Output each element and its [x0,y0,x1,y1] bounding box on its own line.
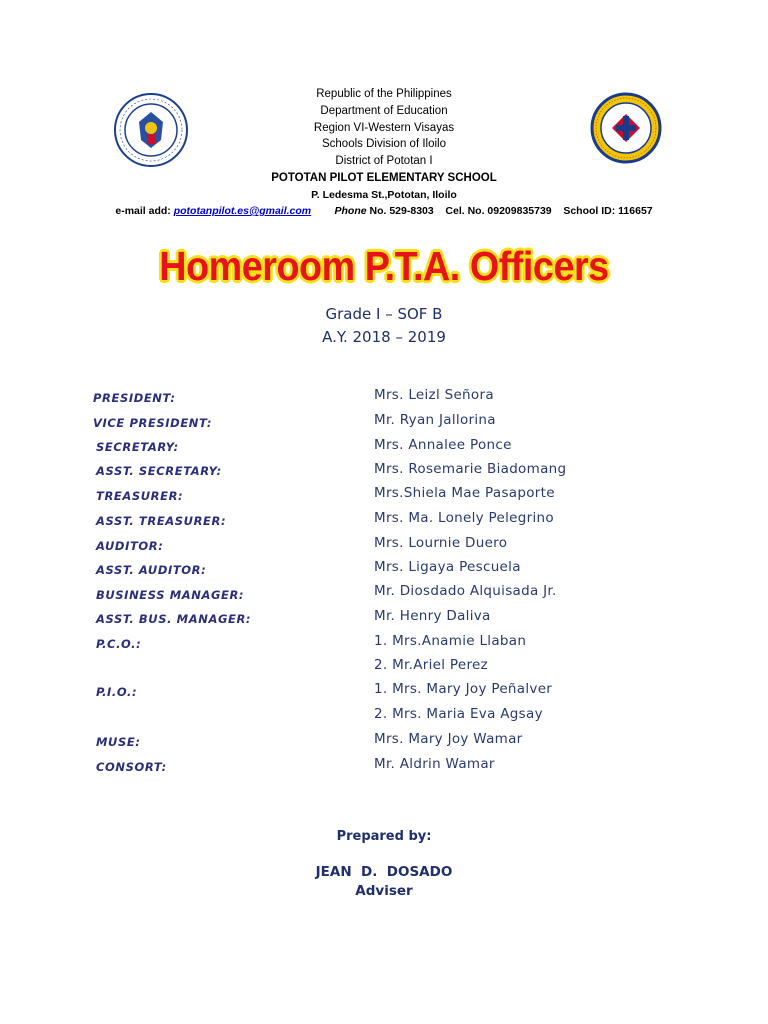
name-pco-1: 1. Mrs.Anamie Llaban [374,633,527,649]
role-asst-auditor: ASST. AUDITOR: [96,563,207,577]
header-line-republic: Republic of the Philippines [316,88,452,100]
school-address: P. Ledesma St.,Pototan, Iloilo [311,189,457,201]
header-line-district: District of Pototan I [335,155,433,167]
role-president: PRESIDENT: [93,391,176,405]
cel-number: Cel. No. 09209835739 [445,205,552,217]
role-pco: P.C.O.: [96,637,142,651]
role-consort: CONSORT: [96,760,167,774]
school-id: School ID: 116657 [563,205,653,217]
header-line-department: Department of Education [320,105,448,117]
academic-year: A.Y. 2018 – 2019 [322,328,446,346]
role-auditor: AUDITOR: [96,539,164,553]
name-consort: Mr. Aldrin Wamar [374,756,495,772]
role-vice-president: VICE PRESIDENT: [93,416,213,430]
name-treasurer: Mrs.Shiela Mae Pasaporte [374,485,555,501]
role-treasurer: TREASURER: [96,489,184,503]
header-line-division: Schools Division of Iloilo [321,138,446,150]
name-pio-2: 2. Mrs. Maria Eva Agsay [374,706,543,722]
preparer-title: Adviser [355,883,413,899]
role-asst-treasurer: ASST. TREASURER: [96,514,227,528]
role-asst-bus-manager: ASST. BUS. MANAGER: [96,612,252,626]
name-secretary: Mrs. Annalee Ponce [374,437,512,453]
grade-section: Grade I – SOF B [325,305,443,323]
name-muse: Mrs. Mary Joy Wamar [374,731,523,747]
name-asst-treasurer: Mrs. Ma. Lonely Pelegrino [374,510,554,526]
email-label: e-mail add: [115,205,171,217]
school-name: POTOTAN PILOT ELEMENTARY SCHOOL [271,172,497,184]
role-pio: P.I.O.: [96,685,138,699]
name-asst-secretary: Mrs. Rosemarie Biadomang [374,461,567,477]
name-vice-president: Mr. Ryan Jallorina [374,412,496,428]
name-president: Mrs. Leizl Señora [374,387,494,403]
name-asst-auditor: Mrs. Ligaya Pescuela [374,559,521,575]
role-muse: MUSE: [96,735,141,749]
name-business-manager: Mr. Diosdado Alquisada Jr. [374,583,557,599]
page-title: Homeroom P.T.A. Officers [159,243,609,289]
phone-label: Phone [334,205,367,217]
role-secretary: SECRETARY: [96,440,179,454]
email-link[interactable]: pototanpilot.es@gmail.com [173,205,312,217]
role-business-manager: BUSINESS MANAGER: [96,588,245,602]
preparer-name: JEAN D. DOSADO [315,864,453,880]
name-auditor: Mrs. Lournie Duero [374,535,508,551]
prepared-by-label: Prepared by: [336,829,432,844]
name-pco-2: 2. Mr.Ariel Perez [374,657,489,673]
name-pio-1: 1. Mrs. Mary Joy Peñalver [374,681,553,697]
contact-line [0,205,768,217]
phone-number: No. 529-8303 [369,205,434,217]
role-asst-secretary: ASST. SECRETARY: [96,464,222,478]
name-asst-bus-manager: Mr. Henry Daliva [374,608,491,624]
header-line-region: Region VI-Western Visayas [313,122,455,134]
